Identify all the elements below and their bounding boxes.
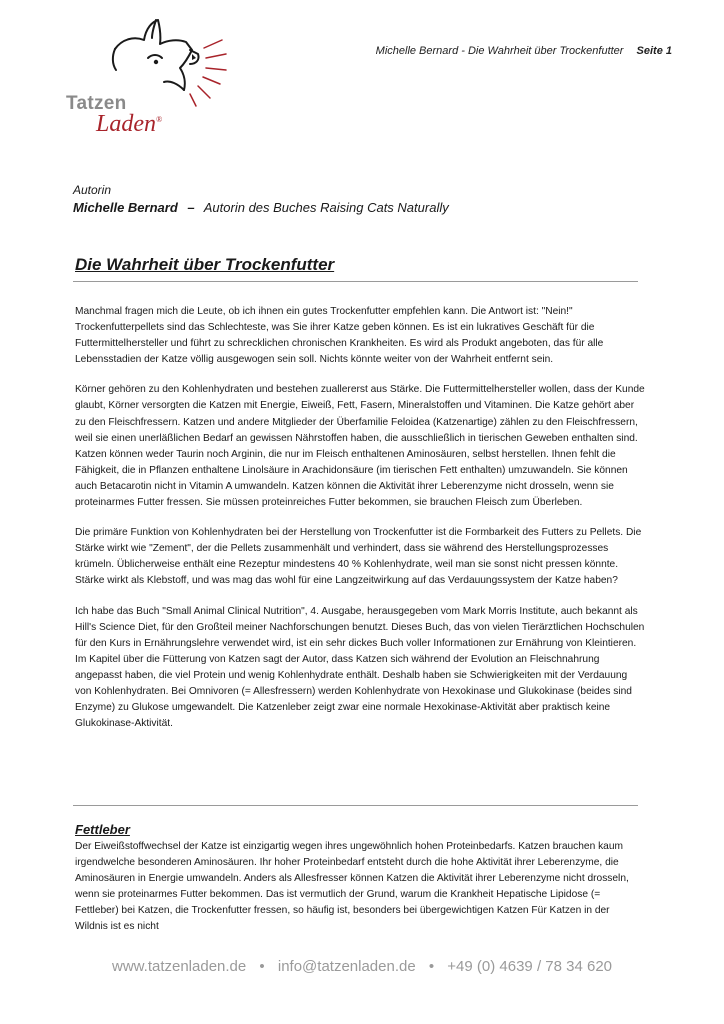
- title-divider: [73, 281, 638, 282]
- section-title: Fettleber: [75, 822, 130, 837]
- logo-brand-line1: Tatzen: [66, 93, 127, 114]
- running-header: [376, 45, 672, 57]
- article-body: [75, 304, 645, 746]
- running-title: Michelle Bernard - Die Wahrheit über Trockenfutter: [375, 45, 624, 57]
- page-number: Seite 1: [636, 45, 672, 57]
- section-divider: [73, 805, 638, 806]
- page-title: Die Wahrheit über Trockenfutter: [75, 255, 335, 274]
- paragraph: Die primäre Funktion von Kohlenhydraten bei der Herstellung von Trockenfutter ist die Formbarkeit des Futters zu Pellets. Die Stärke wirkt wie "Zement", der die Pellets zusammenhält und verhindert, dass sie während des Herstellungsprozesses krümeln. Üblicherweise enthält eine Rezeptur mindestens 40 % Kohlenhydrate, weil man sie sonst nicht pressen könnte. Stärke wirkt als Klebstoff, und was mag das wohl für eine Langzeitwirkung auf das Verdauungssystem der Katze haben?: [75, 527, 642, 587]
- registered-mark: ®: [156, 115, 163, 124]
- paragraph: Ich habe das Buch "Small Animal Clinical Nutrition", 4. Ausgabe, herausgegeben vom Mark Morris Institute, auch bekannt als Hill's Science Diet, für den Großteil meiner Nachforschungen benutzt. Dieses Buch, das von vielen Tierärztlichen Hochschulen für den Kurs in Ernährungslehre verwendet wird, ist ein sehr dickes Buch voller Informationen zur Ernährung von Kleintieren. Im Kapitel über die Fütterung von Katzen sagt der Autor, dass Katzen sich während der Evolution an Fleischnahrung angepasst haben, die viel Protein und wenig Kohlenhydrate enthält. Deshalb haben sie Schwierigkeiten mit der Verdauung von Kohlenhydraten. Bei Omnivoren (= Allesfressern) werden Kohlenhydrate von Hexokinase und Glukokinase (beides sind Enzyme) zu Glukose umgewandelt. Die Katzenleber zeigt zwar eine normale Hexokinase-Aktivität aber praktisch keine Glukokinase-Aktivität.: [75, 605, 645, 730]
- footer-bullet: •: [259, 958, 265, 975]
- footer-bullet: •: [428, 958, 435, 975]
- author-role: Autorin: [73, 183, 112, 197]
- logo-brand-word: Laden: [96, 111, 156, 137]
- footer: [0, 958, 724, 975]
- footer-email-link[interactable]: info@tatzenladen.de: [277, 958, 416, 975]
- paragraph: Körner gehören zu den Kohlenhydraten und bestehen zuallererst aus Stärke. Die Futtermittelhersteller wollen, dass der Kunde glaubt, Körner versorgten die Katzen mit Energie, Eiweiß, Fett, Fasern, Mineralstoffen und Vitaminen. Die Katze gehört aber zu den Fleischfressern. Katzen und andere Mitglieder der Überfamilie Feloidea (Katzenartige) zählen zu den Fleischfressern, weil sie einen unerläßlichen Bedarf an gewissen Nährstoffen haben, die ausschließlich in tierischen Geweben enthalten sind. Katzen können weder Taurin noch Arginin, die nur im Fleisch enthaltenen Aminosäuren, selbst herstellen. Ihnen fehlt die Fähigkeit, die in Pflanzen enthaltene Linolsäure in Arachidonsäure (im tierischen Fett enthalten) umzuwandeln. Sie können auch Betacarotin nicht in Vitamin A umwandeln. Katzen können die Aktivität ihrer Leberenzyme nicht drosseln, wenn sie proteinarmes Futter fressen. Sie müssen proteinreiches Futter bekommen, sie brauchen Fleisch zum Überleben.: [75, 384, 645, 509]
- footer-website-link[interactable]: www.tatzenladen.de: [111, 958, 247, 975]
- logo-brand-line2: [96, 111, 162, 138]
- author-description: Autorin des Buches Raising Cats Naturally: [203, 200, 449, 215]
- author-name: Michelle Bernard: [73, 200, 178, 215]
- section-body: [75, 839, 645, 950]
- author-dash: –: [187, 200, 195, 215]
- paragraph: Manchmal fragen mich die Leute, ob ich ihnen ein gutes Trockenfutter empfehlen kann. Die Antwort ist: "Nein!" Trockenfutterpellets sind das Schlechteste, was Sie ihrer Katze geben können. Es ist ein lukratives Geschäft für die Futtermittelhersteller und führt zu schrecklichen chronischen Krankheiten. Es wird als Produkt angeboten, das für alle Lebensstadien der Katze völlig ausgewogen sein soll. Nichts könnte weiter von der Wahrheit entfernt sein.: [75, 306, 604, 366]
- author-line: [73, 200, 449, 215]
- paragraph: Der Eiweißstoffwechsel der Katze ist einzigartig wegen ihres ungewöhnlich hohen Proteinbedarfs. Katzen brauchen kaum irgendwelche besonderen Aminosäuren. Ihr hoher Proteinbedarf entsteht durch die hohe Aktivität ihrer Leberenzyme, die Aminosäuren in Energie umwandeln. Anders als Allesfresser können Katzen die Aktivität ihrer Leberenzyme nicht drosseln, wenn sie proteinarmes Futter bekommen. Das ist vermutlich der Grund, warum die Krankheit Hepatische Lipidose (= Fettleber) bei Katzen, die Trockenfutter fressen, so häufig ist, besonders bei übergewichtigen Katzen Für Katzen in der Wildnis ist es nicht: [75, 841, 629, 933]
- footer-phone: +49 (0) 4639 / 78 34 620: [447, 958, 613, 975]
